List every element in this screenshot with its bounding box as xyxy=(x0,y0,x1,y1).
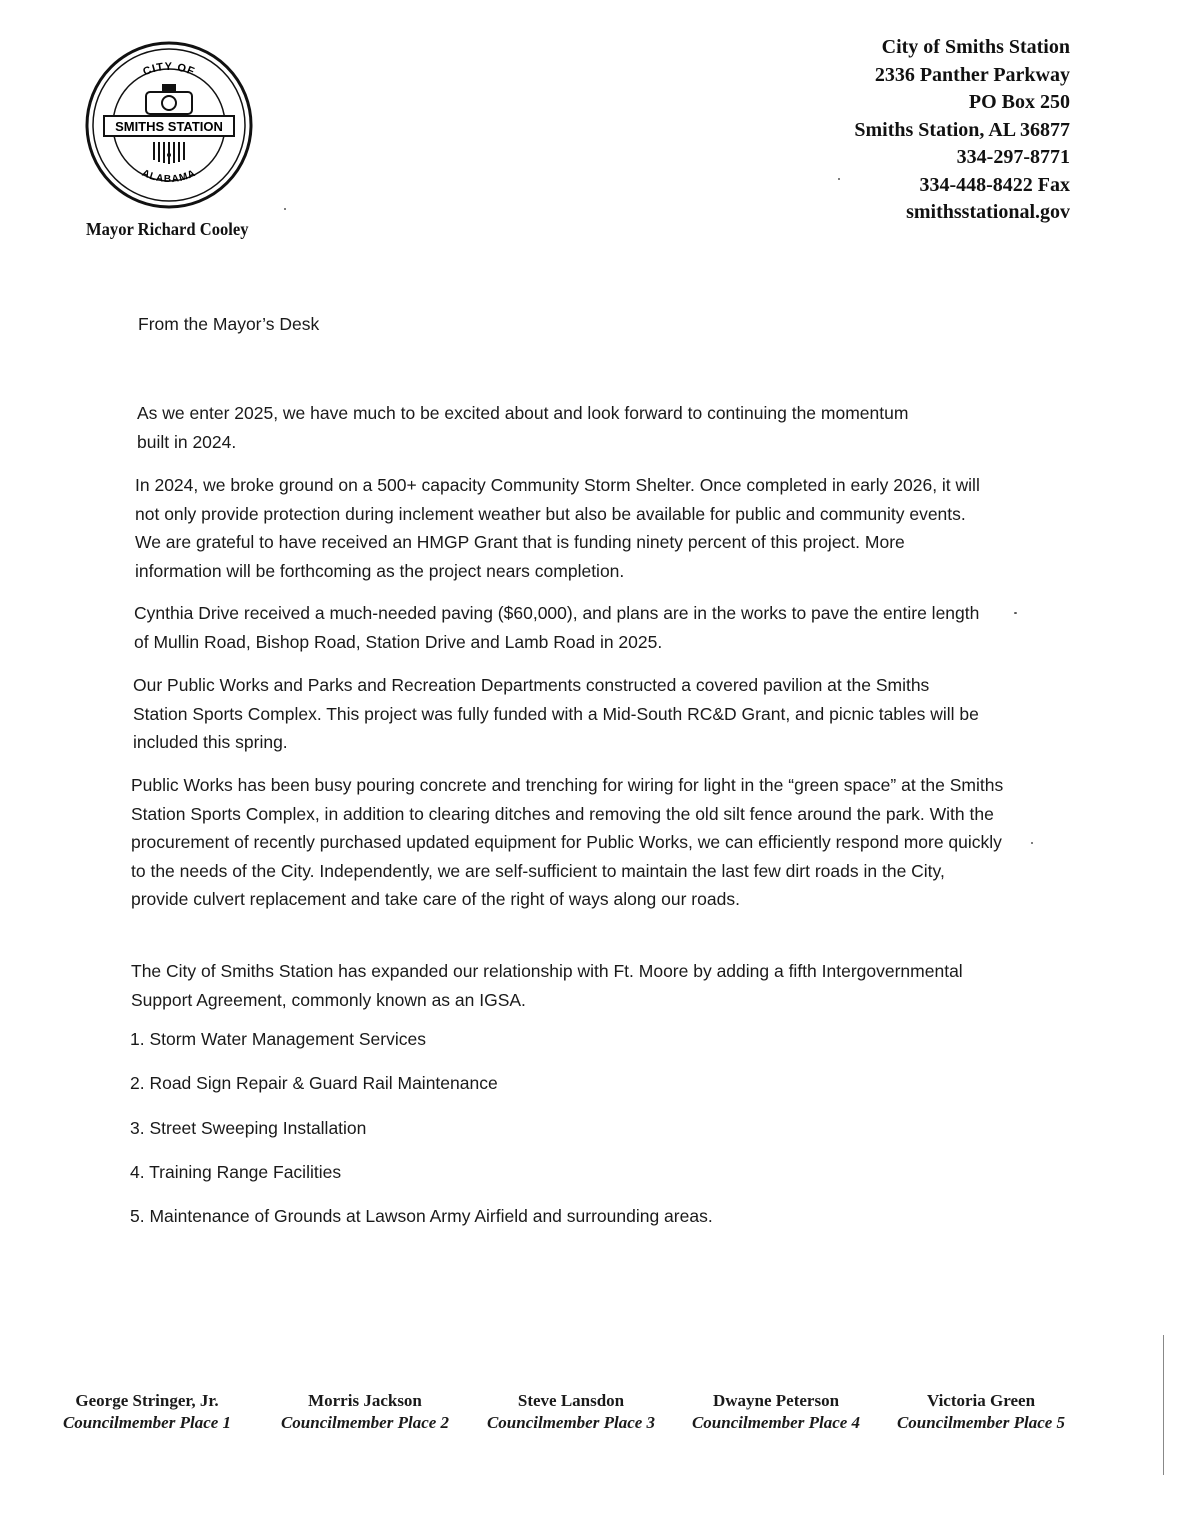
letter-greeting: From the Mayor’s Desk xyxy=(138,314,320,334)
svg-text:CITY OF: CITY OF xyxy=(141,60,197,79)
svg-text:ALABAMA: ALABAMA xyxy=(140,167,198,186)
councilmember-name: Morris Jackson xyxy=(308,1391,422,1410)
councilmember-2 xyxy=(260,1390,470,1434)
paragraph-pavilion: Our Public Works and Parks and Recreation Departments constructed a covered pavilion at the Smiths Station Sports Complex. This project was fully funded with a Mid-South RC&D Grant, and picnic tables will be included this spring. xyxy=(133,675,979,752)
councilmember-name: Dwayne Peterson xyxy=(712,1391,840,1410)
scan-speck xyxy=(1031,842,1033,844)
address-fax: 334-448-8422 Fax xyxy=(919,173,1070,196)
scan-edge-line xyxy=(1163,1335,1164,1475)
address-street: 2336 Panther Parkway xyxy=(874,63,1070,86)
list-item: 3. Street Sweeping Installation xyxy=(130,1118,367,1138)
paragraph-storm-shelter: In 2024, we broke ground on a 500+ capacity Community Storm Shelter. Once completed in early 2026, it will not only provide protection during inclement weather but also be available for public and community events. We are grateful to have received an HMGP Grant that is funding ninety percent of this project. More information will be forthcoming as the project nears completion. xyxy=(135,475,980,581)
address-website: smithsstational.gov xyxy=(906,201,1070,223)
paragraph-public-works: Public Works has been busy pouring concrete and trenching for wiring for light in the “green space” at the Smiths Station Sports Complex, in addition to clearing ditches and removing the old silt fence around the park. With the procurement of recently purchased updated equipment for Public Works, we can efficiently respond more quickly to the needs of the City. Independently, we are self-sufficient to maintain the last few dirt roads in the City, provide culvert replacement and take care of the right of ways along our roads. xyxy=(131,775,1004,909)
councilmember-place: Councilmember Place 3 xyxy=(486,1413,656,1432)
scan-speck xyxy=(1014,612,1017,614)
scan-speck xyxy=(838,178,840,180)
councilmember-name: George Stringer, Jr. xyxy=(75,1391,219,1410)
paragraph-paving: Cynthia Drive received a much-needed paving ($60,000), and plans are in the works to pave the entire length of Mullin Road, Bishop Road, Station Drive and Lamb Road in 2025. xyxy=(134,603,980,652)
councilmember-place: Councilmember Place 1 xyxy=(62,1413,232,1432)
councilmember-place: Councilmember Place 4 xyxy=(691,1413,861,1432)
councilmember-name: Victoria Green xyxy=(926,1391,1036,1410)
councilmember-1 xyxy=(42,1390,252,1434)
address-city-name: City of Smiths Station xyxy=(881,36,1070,58)
paragraph-igsa: The City of Smiths Station has expanded our relationship with Ft. Moore by adding a fifth Intergovernmental Support Agreement, commonly known as an IGSA. xyxy=(131,961,963,1010)
city-address-block xyxy=(710,34,1070,227)
list-item: 1. Storm Water Management Services xyxy=(130,1029,426,1049)
svg-text:SMITHS STATION: SMITHS STATION xyxy=(115,119,223,134)
councilmember-place: Councilmember Place 2 xyxy=(280,1413,450,1432)
councilmember-5 xyxy=(876,1390,1086,1434)
mayor-name: Mayor Richard Cooley xyxy=(86,219,249,239)
councilmember-name: Steve Lansdon xyxy=(517,1391,625,1410)
paragraph-intro: As we enter 2025, we have much to be excited about and look forward to continuing the momentum built in 2024. xyxy=(137,403,909,452)
list-item: 4. Training Range Facilities xyxy=(130,1162,342,1182)
address-city-state-zip: Smiths Station, AL 36877 xyxy=(854,118,1070,141)
councilmember-4 xyxy=(671,1390,881,1434)
address-phone: 334-297-8771 xyxy=(956,146,1070,168)
councilmember-place: Councilmember Place 5 xyxy=(896,1413,1066,1432)
list-item: 5. Maintenance of Grounds at Lawson Army Airfield and surrounding areas. xyxy=(130,1206,713,1226)
city-seal-logo xyxy=(84,40,254,210)
councilmember-3 xyxy=(466,1390,676,1434)
list-item: 2. Road Sign Repair & Guard Rail Maintenance xyxy=(130,1073,498,1093)
scan-speck xyxy=(284,208,286,210)
address-po-box: PO Box 250 xyxy=(968,91,1070,113)
